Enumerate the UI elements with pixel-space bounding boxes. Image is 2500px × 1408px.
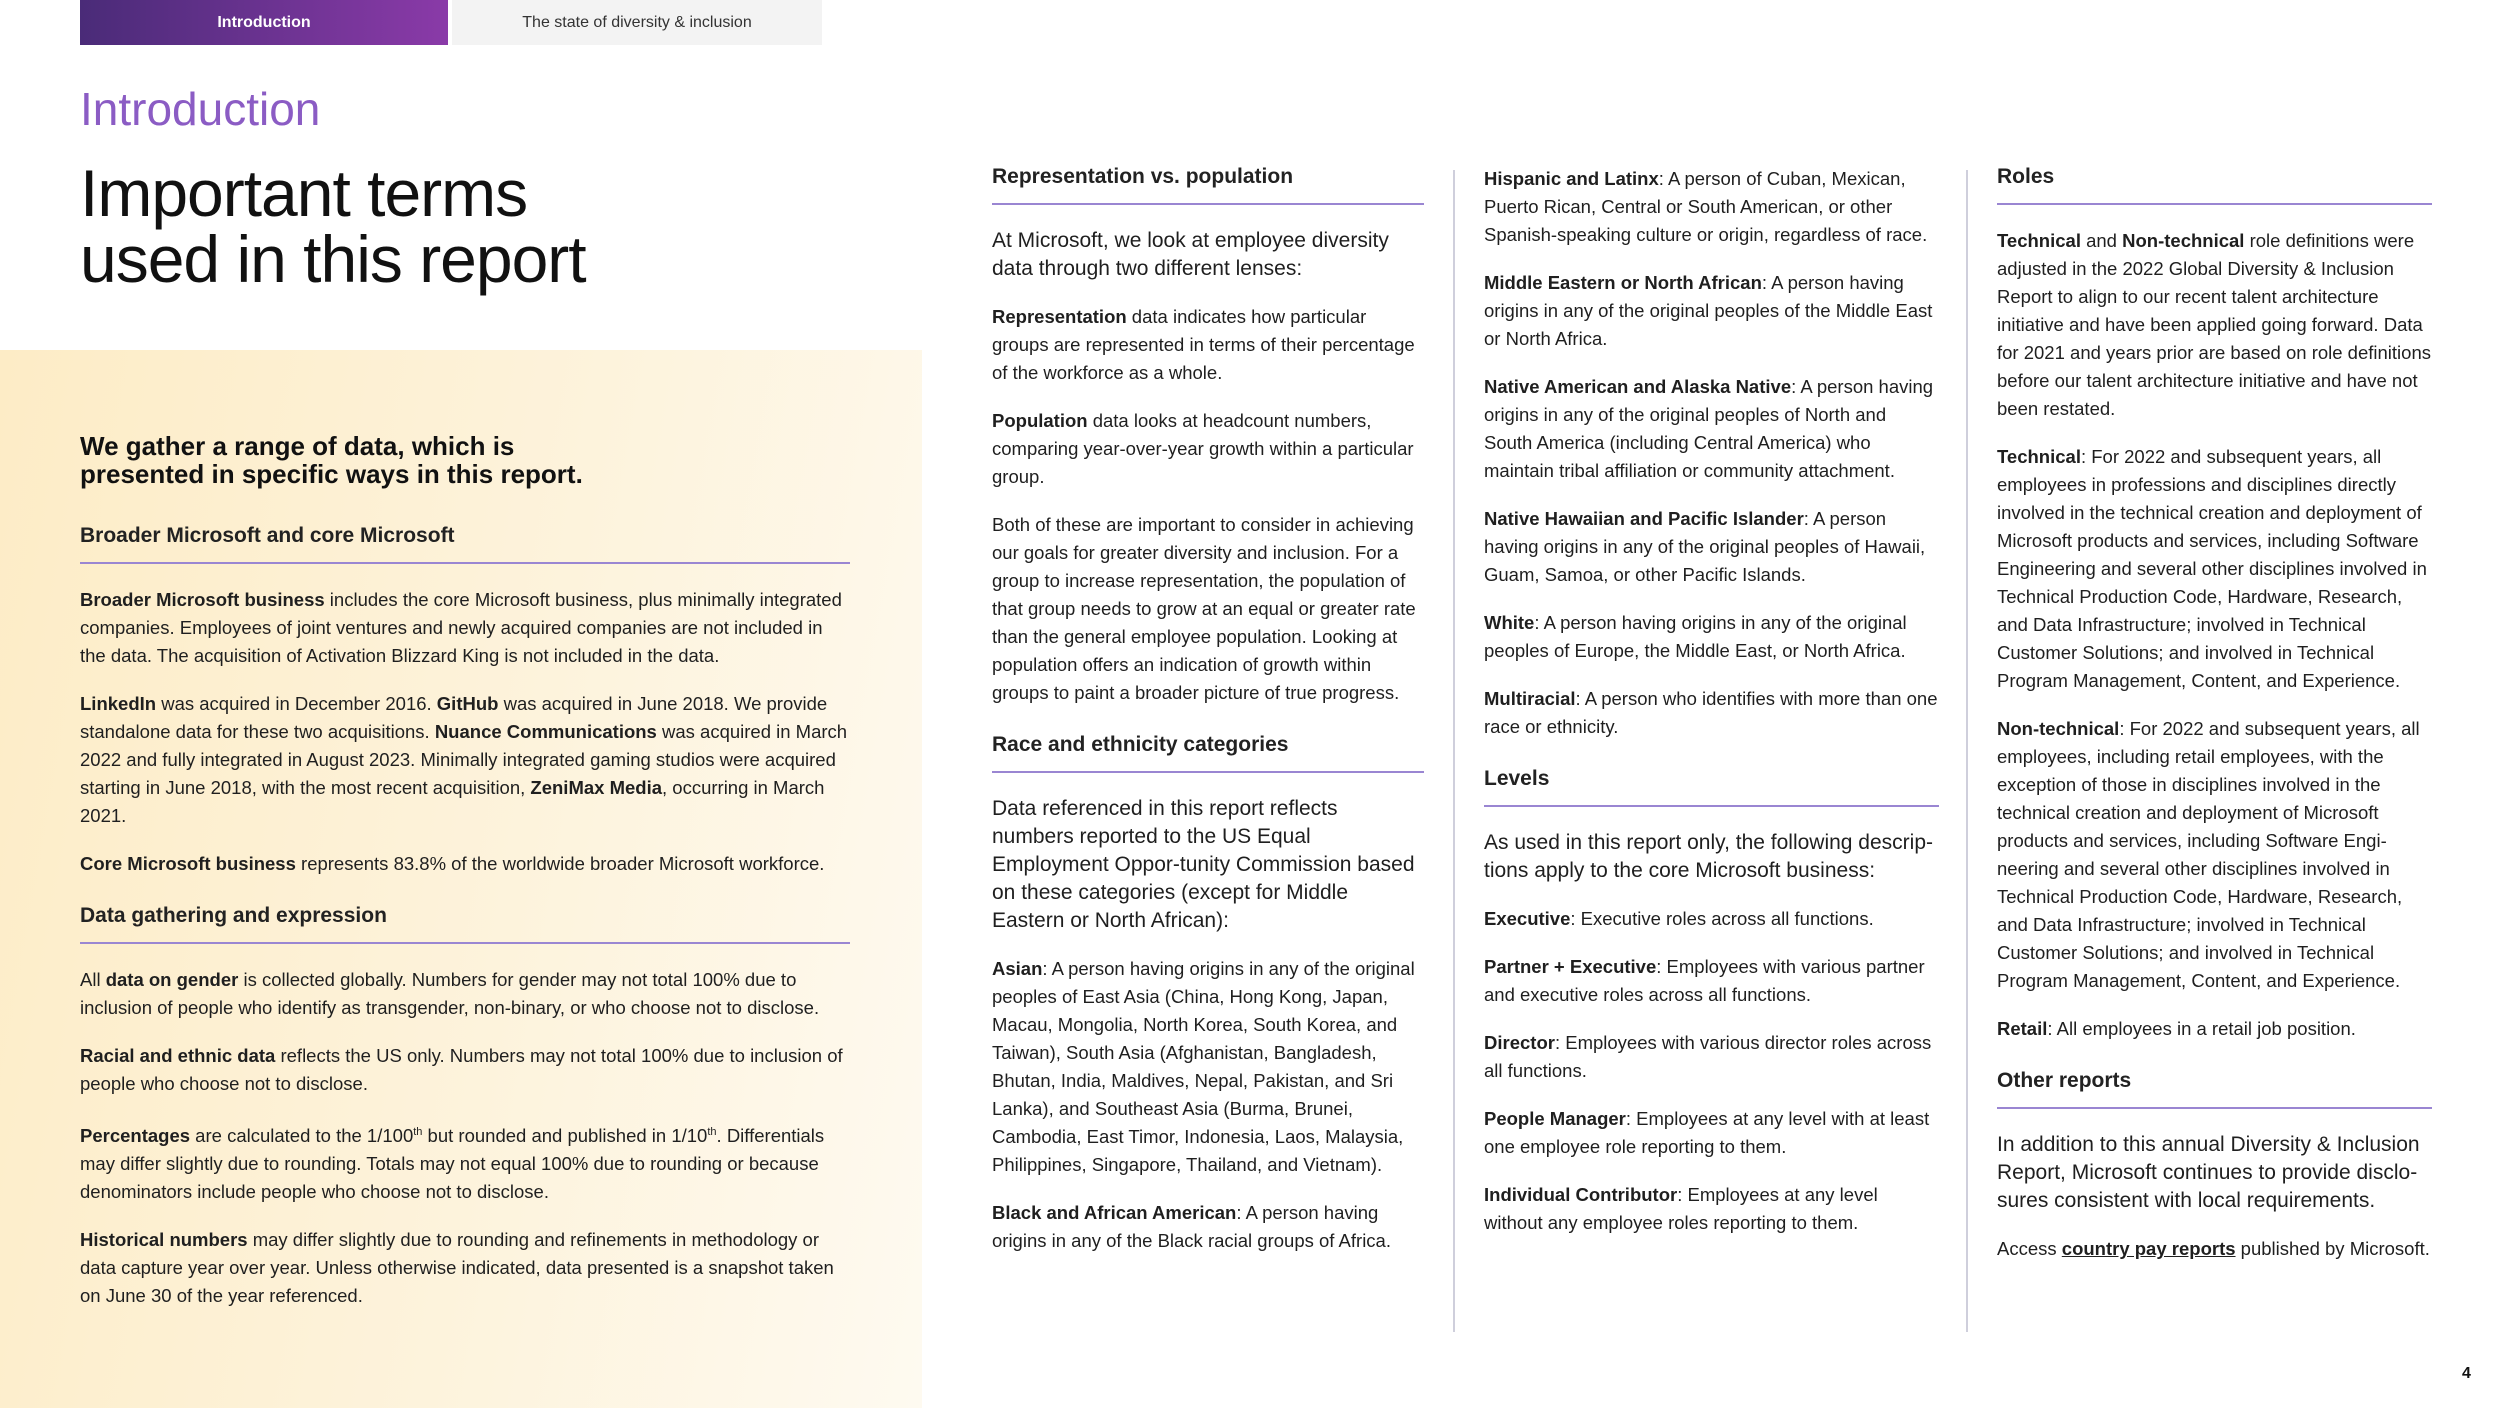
paragraph-historical: Historical numbers may differ slightly due to rounding and refinements in methodology or data capture year over year. Unless otherwise indicated, data presented is a snapshot taken on June 30 of the year referenced. [80, 1229, 834, 1307]
section-label: Introduction [80, 83, 321, 135]
paragraph-racial-data: Racial and ethnic data reflects the US only. Numbers may not total 100% due to inclusion of people who choose not to disclose. [80, 1045, 843, 1094]
definition-white: White: A person having origins in any of the original peoples of Europe, the Middle East, or North Africa. [1484, 612, 1907, 661]
paragraph-percentages: Percentages are calculated to the 1/100th but rounded and published in 1/10th. Differentials may differ slightly due to rounding. Totals may not equal 100% due to rounding or because denominators include people who choose not to disclose. [80, 1125, 825, 1203]
country-pay-reports-link[interactable]: country pay reports [2061, 1238, 2236, 1259]
tab-introduction[interactable]: Introduction [80, 0, 448, 45]
top-tabs [80, 0, 822, 45]
definition-black: Black and African American: A person having origins in any of the Black racial groups of Africa. [992, 1202, 1391, 1251]
paragraph-both-important: Both of these are important to consider in achieving our goals for greater diversity and inclusion. For a group to increase representation, the population of that group needs to grow at an equal or greater rate than the general employee population. Looking at population offers an indication of growth within groups to paint a broader picture of true progress. [992, 514, 1416, 703]
lead-statement: We gather a range of data, which is presented in specific ways in this report. [80, 431, 583, 489]
column-divider [1966, 170, 1968, 1332]
left-panel [0, 350, 922, 1408]
paragraph-role-definitions: Technical and Non-technical role definitions were adjusted in the 2022 Global Diversity & Inclusion Report to align to our recent talent architecture initiative and have been applied going forward. Data for 2021 and years prior are based on role definitions before our talent architecture initiative and have not been restated. [1997, 230, 2431, 419]
paragraph-lenses: At Microsoft, we look at employee diversity data through two different lenses: [992, 229, 1389, 280]
definition-asian: Asian: A person having origins in any of the original peoples of East Asia (China, Hong Kong, Japan, Macau, Mongolia, North Korea, South Korea, and Taiwan), South Asia (Afghanistan, Bangladesh, Bhutan, India, Maldives, Nepal, Pakistan, and Sri Lanka), and Southeast Asia (Burma, Brunei, Cambodia, East Timor, Indonesia, Laos, Malaysia, Philippines, Singapore, Thailand, and Vietnam). [992, 958, 1415, 1175]
heading-race-ethnicity: Race and ethnicity categories [992, 733, 1424, 773]
page-number: 4 [2462, 1365, 2471, 1382]
column-representation [992, 165, 1424, 1255]
definition-native-american: Native American and Alaska Native: A person having origins in any of the original peoples of North and South America (including Central America) who maintain tribal affiliation or community attachment. [1484, 376, 1934, 481]
definition-partner-executive: Partner + Executive: Employees with various partner and executive roles across all functions. [1484, 956, 1925, 1005]
heading-data-gathering: Data gathering and expression [80, 904, 850, 944]
paragraph-population: Population data looks at headcount numbers, comparing year-over-year growth within a particular group. [992, 410, 1414, 487]
definition-hispanic: Hispanic and Latinx: A person of Cuban, Mexican, Puerto Rican, Central or South American, or other Spanish-speaking culture or origin, regardless of race. [1484, 168, 1928, 245]
definition-executive: Executive: Executive roles across all functions. [1484, 908, 1874, 929]
definition-director: Director: Employees with various director roles across all functions. [1484, 1032, 1932, 1081]
paragraph-levels-intro: As used in this report only, the following descrip-tions apply to the core Microsoft business: [1484, 831, 1933, 882]
page-title-line-1: Important terms [80, 156, 528, 230]
paragraph-acquisitions: LinkedIn was acquired in December 2016. GitHub was acquired in June 2018. We provide standalone data for these two acquisitions. Nuance Communications was acquired in March 2022 and fully integrated in August 2023. Minimally integrated gaming studios were acquired starting in June 2018, with the most recent acquisition, ZeniMax Media, occurring in March 2021. [80, 693, 848, 826]
definition-multiracial: Multiracial: A person who identifies with more than one race or ethnicity. [1484, 688, 1938, 737]
heading-other-reports: Other reports [1997, 1069, 2432, 1109]
definition-hawaiian: Native Hawaiian and Pacific Islander: A person having origins in any of the original peoples of Hawaii, Guam, Samoa, or other Pacific Islands. [1484, 508, 1926, 585]
paragraph-access-reports: Access country pay reports published by Microsoft. [1997, 1238, 2430, 1259]
definition-mena: Middle Eastern or North African: A person having origins in any of the original peoples of the Middle East or North Africa. [1484, 272, 1933, 349]
column-race-levels [1484, 165, 1939, 1237]
paragraph-broader-business: Broader Microsoft business includes the core Microsoft business, plus minimally integrated companies. Employees of joint ventures and newly acquired companies are not included in the data. The acquisition of Activation Blizzard King is not included in the data. [80, 589, 842, 666]
definition-retail: Retail: All employees in a retail job position. [1997, 1018, 2356, 1039]
paragraph-gender-data: All data on gender is collected globally. Numbers for gender may not total 100% due to inclusion of people who identify as transgender, non-binary, or who choose not to disclose. [80, 969, 820, 1018]
column-divider [1453, 170, 1455, 1332]
paragraph-eeoc: Data referenced in this report reflects numbers reported to the US Equal Employment Oppor-tunity Commission based on these categories (except for Middle Eastern or North African): [992, 797, 1415, 932]
heading-broader-microsoft: Broader Microsoft and core Microsoft [80, 524, 850, 564]
definition-people-manager: People Manager: Employees at any level with at least one employee role reporting to them. [1484, 1108, 1930, 1157]
page-title-line-2: used in this report [80, 222, 586, 296]
left-panel-content [80, 432, 850, 1310]
paragraph-core-business: Core Microsoft business represents 83.8% of the worldwide broader Microsoft workforce. [80, 853, 825, 874]
definition-non-technical: Non-technical: For 2022 and subsequent years, all employees, including retail employees, with the exception of those in disciplines involved in the technical creation and deployment of Microsoft products and services, including Software Engi-neering and several other disciplines involved in Technical Production Code, Hardware, Research, and Data Infrastructure; involved in Technical Customer Solutions; and involved in Technical Program Management, Content, and Experience. [1997, 718, 2420, 991]
definition-technical: Technical: For 2022 and subsequent years, all employees in professions and disciplines directly involved in the technical creation and deployment of Microsoft products and services, including Software Engineering and several other disciplines involved in Technical Production Code, Hardware, Research, and Data Infrastructure; involved in Technical Customer Solutions; and involved in Technical Program Management, Content, and Experience. [1997, 446, 2427, 691]
heading-levels: Levels [1484, 767, 1939, 807]
paragraph-representation: Representation data indicates how particular groups are represented in terms of their percentage of the workforce as a whole. [992, 306, 1415, 383]
definition-individual-contributor: Individual Contributor: Employees at any level without any employee roles reporting to them. [1484, 1184, 1878, 1233]
paragraph-other-reports: In addition to this annual Diversity & Inclusion Report, Microsoft continues to provide disclo-sures consistent with local requirements. [1997, 1133, 2420, 1212]
heading-representation: Representation vs. population [992, 165, 1424, 205]
column-roles [1997, 165, 2432, 1263]
page-title [80, 156, 586, 296]
heading-roles: Roles [1997, 165, 2432, 205]
tab-state-of-diversity[interactable]: The state of diversity & inclusion [452, 0, 822, 45]
